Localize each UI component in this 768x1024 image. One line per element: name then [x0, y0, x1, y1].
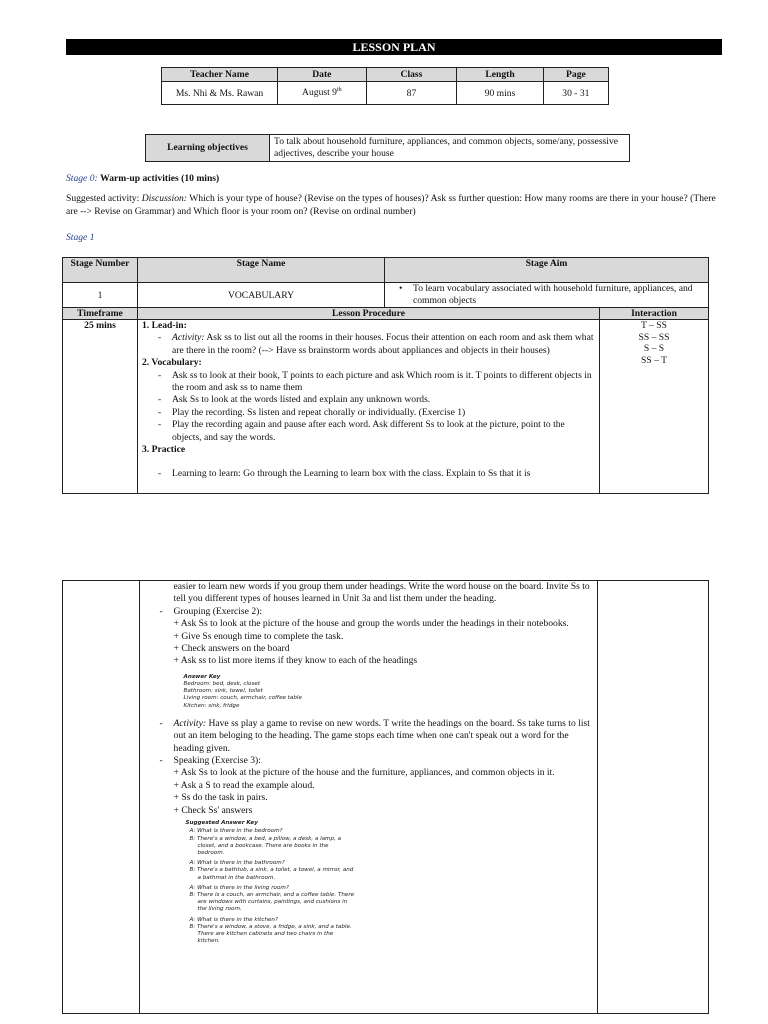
vocab-item: - Play the recording. Ss listen and repeat chorally or individually. (Exercise 1): [172, 407, 595, 419]
header-date: Date: [278, 68, 367, 82]
answer-key-line: Bedroom: bed, desk, closet: [183, 681, 261, 688]
qa-answer: B: There's a bathtub, a sink, a toilet, a towel, a mirror, and a bathmat in the bathroom.: [189, 867, 354, 881]
grouping-step: + Ask ss to list more items if they know to each of the headings: [173, 655, 418, 667]
grouping-item: - Grouping (Exercise 2): + Ask Ss to look at the picture of the house and group the words under the headings in their notebooks. + Give Ss enough time to complete the task. + Check answers on the board + Ask ss to list more items if they know to each of the headings Answer Key Bedroom: bed, desk, closet Bathroom: sink, towel, toilet Living room: couch, armchair, coffee table Kitchen: sink, fridge: [174, 606, 593, 710]
qa-question: A: What is there in the kitchen?: [189, 916, 278, 923]
speaking-step: + Ask Ss to look at the picture of the house and the furniture, appliances, and common objects in it.: [173, 767, 555, 779]
interaction-cell: [600, 320, 709, 494]
interaction-item: SS – SS: [638, 331, 670, 343]
header-length: Length: [457, 68, 544, 82]
leadin-item: - Activity: Ask ss to list out all the rooms in their houses. Focus their attention on each room and ask them what are there in the room? (--> Have ss brainstorm words about appliances and objects in their houses): [172, 332, 595, 357]
vocab-title: 2. Vocabulary:: [142, 357, 202, 369]
qa-question: A: What is there in the living room?: [189, 884, 289, 891]
objectives-label: Learning objectives: [146, 135, 270, 162]
stage0-title: Warm-up activities (10 mins): [100, 173, 220, 184]
stage0-text: Suggested activity: Discussion: Which is your type of house? (Revise on the types of houses)? Ask ss further question: How many rooms are there in your house? (There are --> Revise on Grammar) and Which floor is your room on? (Revise on ordinal number): [66, 193, 716, 217]
stage0-label: Stage 0:: [66, 173, 98, 184]
qa-question: A: What is there in the bedroom?: [189, 828, 283, 835]
answer-key-line: Living room: couch, armchair, coffee table: [183, 695, 302, 702]
leadin-title: 1. Lead-in:: [142, 320, 187, 331]
timeframe-value: 25 mins: [63, 320, 138, 494]
timeframe-continued: [63, 581, 140, 1014]
stage-aim: • To learn vocabulary associated with household furniture, appliances, and common objects: [385, 283, 709, 308]
grouping-step: + Give Ss enough time to complete the task.: [173, 630, 344, 642]
practice-continued: easier to learn new words if you group them under headings. Write the word house on the board. Invite Ss to tell you different types of houses learned in Unit 3a and list them under the heading.: [173, 581, 590, 605]
grouping-step: + Ask Ss to look at the picture of the house and group the words under the headings in their notebooks.: [173, 618, 569, 630]
suggested-key-title: Suggested Answer Key: [185, 820, 258, 827]
class-value: 87: [366, 82, 457, 105]
stage-name: VOCABULARY: [138, 283, 385, 308]
learning-objectives-table: [145, 134, 630, 162]
lesson-procedure-cell: [138, 320, 600, 494]
interaction-continued: [597, 581, 708, 1014]
lesson-procedure-continued: [139, 581, 597, 1014]
objectives-text: To talk about household furniture, appliances, and common objects, some/any, possessive adjectives, describe your house: [270, 135, 630, 162]
header-class: Class: [366, 68, 457, 82]
vocab-item: - Ask ss to look at their book, T points to each picture and ask Which room is it. T points to different objects in the room and ask ss to name them: [172, 370, 595, 395]
header-page: Page: [543, 68, 608, 82]
stage1-label: Stage 1: [66, 232, 95, 243]
date-suffix: th: [336, 87, 342, 94]
speaking-step: + Ask a S to read the example aloud.: [173, 779, 315, 791]
page-title: LESSON PLAN: [66, 39, 722, 55]
date-value: August 9th: [278, 82, 367, 105]
bullet-icon: •: [399, 283, 403, 294]
answer-key-line: Kitchen: sink, fridge: [183, 702, 240, 709]
length-value: 90 mins: [457, 82, 544, 105]
header-teacher-name: Teacher Name: [162, 68, 278, 82]
header-stage-aim: Stage Aim: [385, 258, 709, 283]
answer-key: [184, 674, 593, 710]
game-item: - Activity: Have ss play a game to revise on new words. T write the headings on the board. Ss take turns to list out an item beloging to the heading. The game stops each time when one can't speak out a word for the heading given.: [174, 718, 593, 755]
header-stage-name: Stage Name: [138, 258, 385, 283]
qa-answer: B: There's a window, a bed, a pillow, a desk, a lamp, a closet, and a bookcase. There are books in the bedroom.: [189, 835, 342, 856]
header-lesson-procedure: Lesson Procedure: [138, 308, 600, 320]
practice-title: 3. Practice: [142, 444, 186, 456]
stage0-heading: [66, 172, 726, 185]
interaction-item: T – SS: [641, 320, 667, 331]
speaking-item: - Speaking (Exercise 3): + Ask Ss to look at the picture of the house and the furniture, appliances, and common objects in it. + Ask a S to read the example aloud. + Ss do the task in pairs. + Check Ss' answers Suggested Answer Key A: What is there in the bedroom? B: There's a window, a bed, a pillow, a desk, a lamp, a closet, and a bookcase. There are books in the bedroom. A: What is there in the bathroom? B: There's a bathtub, a sink, a toilet, a towel, a mirror, and a bathmat in the bathroom. A: What is there in the living room? B: There is a couch, an armchair, and a coffee table. There are windows with curtains, paintings, and cushions in the living room. A: What is there in the kitchen? B: There's a window, a stove, a fridge, a sink, and a table. There are kitchen cabinets and two chairs in the kitchen.: [174, 755, 593, 945]
header-interaction: Interaction: [600, 308, 709, 320]
stage-table: [62, 257, 709, 494]
qa-question: A: What is there in the bathroom?: [189, 860, 285, 867]
speaking-step: + Check Ss' answers: [173, 804, 253, 816]
grouping-step: + Check answers on the board: [173, 643, 290, 655]
qa-answer: B: There's a window, a stove, a fridge, a sink, and a table. There are kitchen cabinets and two chairs in the kitchen.: [189, 923, 352, 945]
header-stage-number: Stage Number: [63, 258, 138, 283]
answer-key-title: Answer Key: [183, 673, 221, 680]
teacher-info-table: [161, 67, 609, 105]
header-timeframe: Timeframe: [63, 308, 138, 320]
suggested-answer-key: [186, 820, 356, 945]
teacher-name-value: Ms. Nhi & Ms. Rawan: [162, 82, 278, 105]
stage-table-continued: [62, 580, 709, 1014]
page-value: 30 - 31: [543, 82, 608, 105]
qa-answer: B: There is a couch, an armchair, and a coffee table. There are windows with curtains, paintings, and cushions in the living room.: [189, 891, 355, 913]
stage-number: 1: [63, 283, 138, 308]
speaking-step: + Ss do the task in pairs.: [173, 792, 268, 804]
interaction-item: SS – T: [641, 354, 667, 366]
interaction-item: S – S: [643, 343, 665, 354]
answer-key-line: Bathroom: sink, towel, toilet: [183, 688, 263, 695]
vocab-item: - Ask Ss to look at the words listed and explain any unknown words.: [172, 394, 595, 406]
practice-item: - Learning to learn: Go through the Learning to learn box with the class. Explain to Ss that it is: [172, 468, 595, 480]
vocab-item: - Play the recording again and pause after each word. Ask different Ss to look at the picture, point to the objects, and say the words.: [172, 419, 595, 444]
